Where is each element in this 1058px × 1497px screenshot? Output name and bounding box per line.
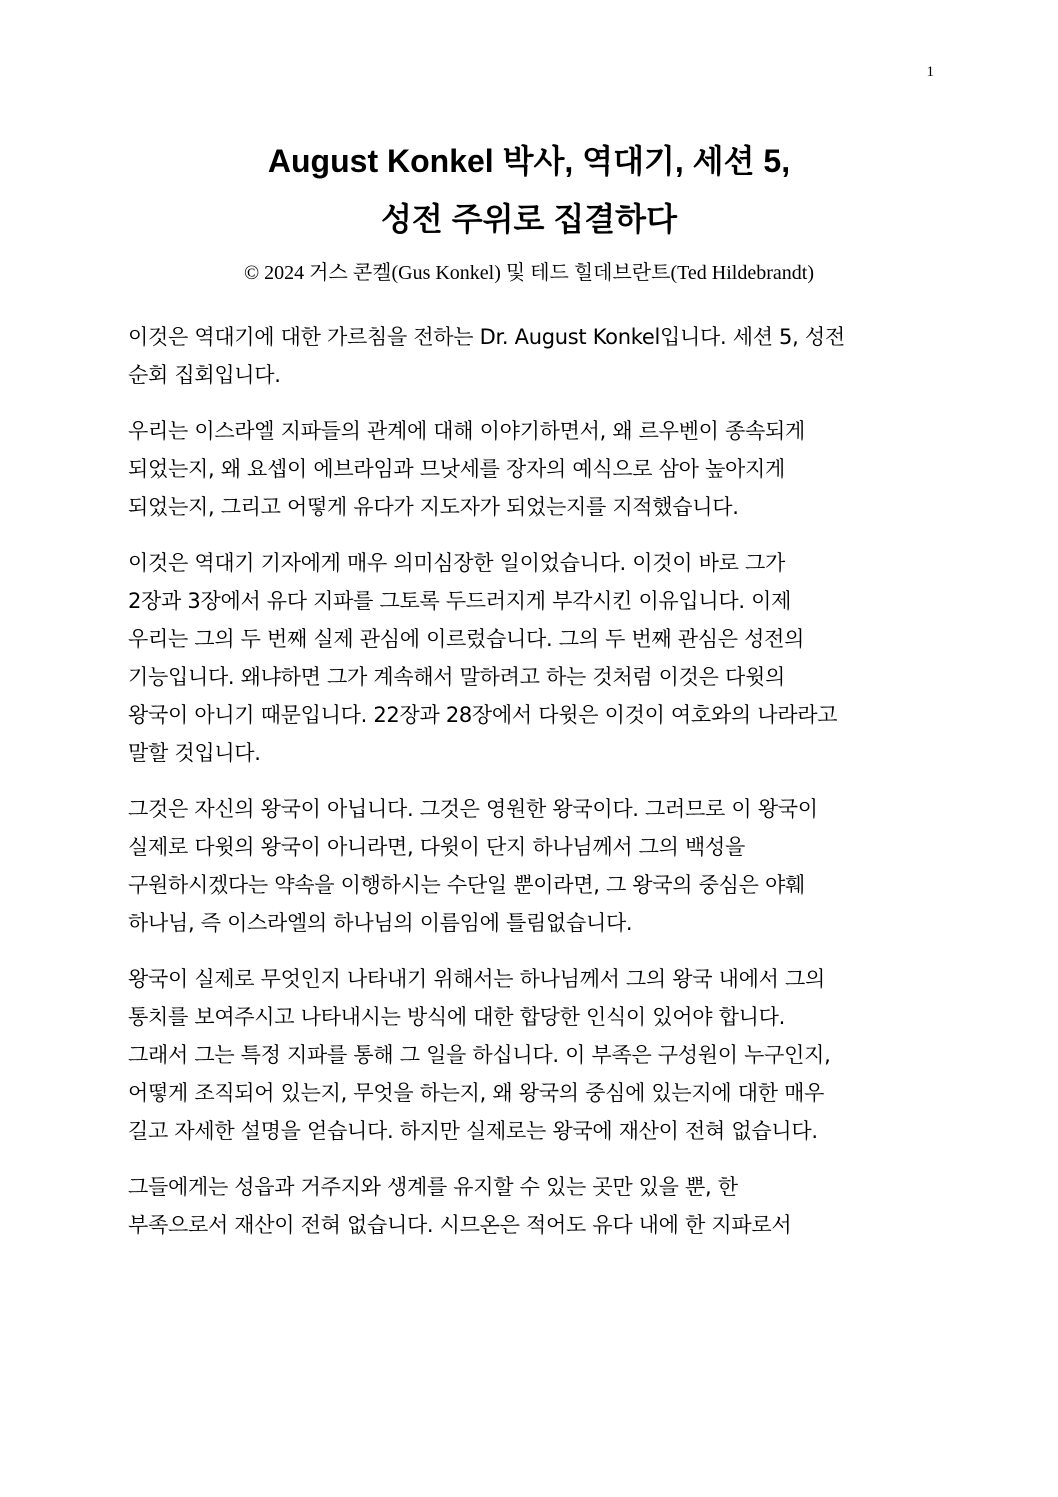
text-line: 그래서 그는 특정 지파를 통해 그 일을 하십니다. 이 부족은 구성원이 누구인지, — [128, 1043, 831, 1067]
document-title-line-1: August Konkel 박사, 역대기, 세션 5, — [267, 143, 791, 179]
document-body — [128, 318, 928, 1262]
paragraph-5 — [128, 960, 928, 1150]
copyright-notice: © 2024 거스 콘켈(Gus Konkel) 및 테드 힐데브란트(Ted Hildebrandt) — [243, 262, 814, 284]
text-line: 말할 것입니다. — [128, 741, 261, 765]
paragraph-2 — [128, 412, 928, 526]
text-line: 왕국이 아니기 때문입니다. 22장과 28장에서 다윗은 이것이 여호와의 나라라고 — [128, 703, 838, 727]
page-number: 1 — [926, 64, 934, 80]
text-line: 되었는지, 왜 요셉이 에브라임과 므낫세를 장자의 예식으로 삼아 높아지게 — [128, 457, 785, 481]
text-line: 부족으로서 재산이 전혀 없습니다. 시므온은 적어도 유다 내에 한 지파로서 — [128, 1213, 792, 1237]
paragraph-1 — [128, 318, 928, 394]
text-line: 하나님, 즉 이스라엘의 하나님의 이름임에 틀림없습니다. — [128, 911, 633, 935]
paragraph-3 — [128, 544, 928, 772]
text-line: 왕국이 실제로 무엇인지 나타내기 위해서는 하나님께서 그의 왕국 내에서 그의 — [128, 967, 825, 991]
text-line: 우리는 그의 두 번째 실제 관심에 이르렀습니다. 그의 두 번째 관심은 성전의 — [128, 627, 805, 651]
text-line: 이것은 역대기 기자에게 매우 의미심장한 일이었습니다. 이것이 바로 그가 — [128, 551, 785, 575]
text-line: 그들에게는 성읍과 거주지와 생계를 유지할 수 있는 곳만 있을 뿐, 한 — [128, 1175, 738, 1199]
text-line: 그것은 자신의 왕국이 아닙니다. 그것은 영원한 왕국이다. 그러므로 이 왕국이 — [128, 797, 818, 821]
paragraph-6 — [128, 1168, 928, 1244]
text-line: 2장과 3장에서 유다 지파를 그토록 두드러지게 부각시킨 이유입니다. 이제 — [128, 589, 792, 613]
text-line: 순회 집회입니다. — [128, 363, 281, 387]
document-title-line-2: 성전 주위로 집결하다 — [381, 201, 677, 237]
text-line: 어떻게 조직되어 있는지, 무엇을 하는지, 왜 왕국의 중심에 있는지에 대한 매우 — [128, 1081, 825, 1105]
text-line: 이것은 역대기에 대한 가르침을 전하는 Dr. August Konkel입니다. 세션 5, 성전 — [128, 325, 845, 349]
text-line: 실제로 다윗의 왕국이 아니라면, 다윗이 단지 하나님께서 그의 백성을 — [128, 835, 745, 859]
text-line: 우리는 이스라엘 지파들의 관계에 대해 이야기하면서, 왜 르우벤이 종속되게 — [128, 419, 805, 443]
text-line: 구원하시겠다는 약속을 이행하시는 수단일 뿐이라면, 그 왕국의 중심은 야훼 — [128, 873, 805, 897]
text-line: 되었는지, 그리고 어떻게 유다가 지도자가 되었는지를 지적했습니다. — [128, 495, 739, 519]
text-line: 통치를 보여주시고 나타내시는 방식에 대한 합당한 인식이 있어야 합니다. — [128, 1005, 785, 1029]
paragraph-4 — [128, 790, 928, 942]
text-line: 길고 자세한 설명을 얻습니다. 하지만 실제로는 왕국에 재산이 전혀 없습니다. — [128, 1119, 818, 1143]
text-line: 기능입니다. 왜냐하면 그가 계속해서 말하려고 하는 것처럼 이것은 다윗의 — [128, 665, 785, 689]
